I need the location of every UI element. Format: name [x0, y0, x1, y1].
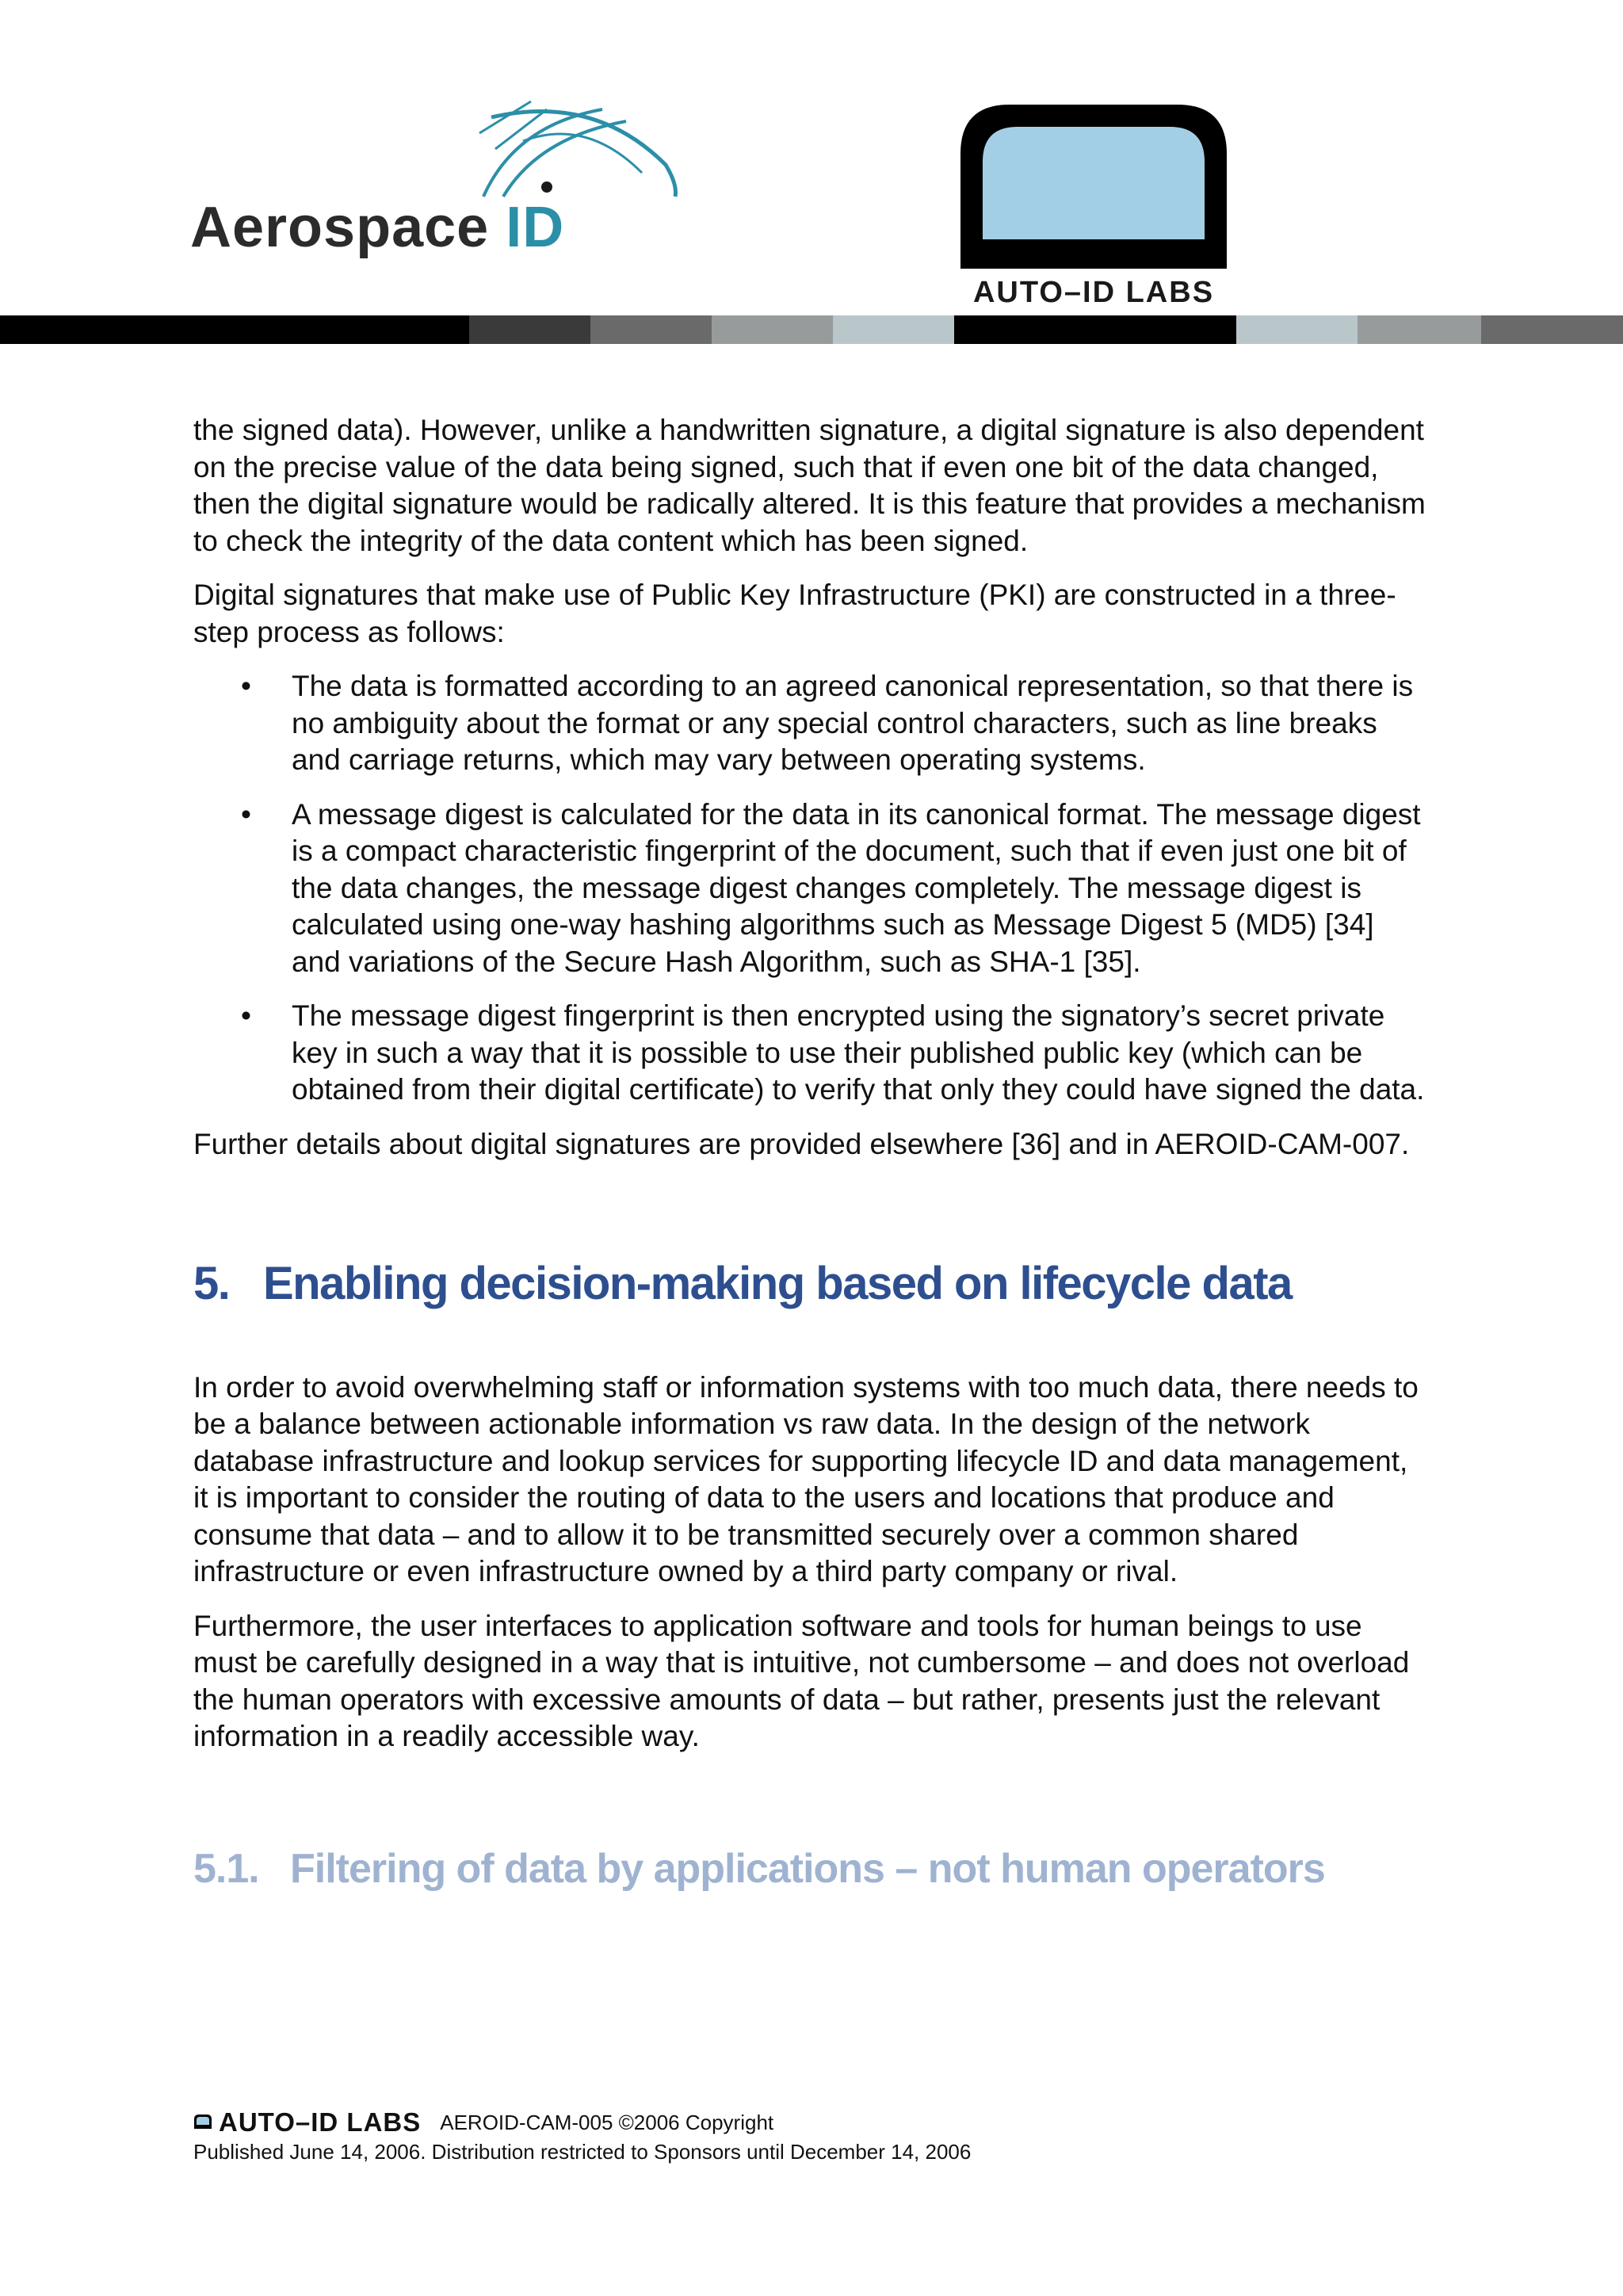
- aerospace-wordmark: Aerospace ID: [190, 196, 565, 259]
- header-stripe: [590, 315, 712, 344]
- paragraph: the signed data). However, unlike a handwritten signature, a digital signature is also dependent on the precise value of the data being signed, such that if even one bit of the data changed, then the digital signature would be radically altered. It is this feature that provides a mechanism to check the integrity of the data content which has been signed.: [193, 414, 1426, 557]
- header-stripe: [1481, 315, 1623, 344]
- header-stripe: [833, 315, 954, 344]
- window-logo-icon: [954, 98, 1233, 306]
- bullet-item: [193, 797, 1430, 981]
- window-logo-icon: [193, 2114, 212, 2131]
- document-body: [193, 412, 1430, 1892]
- bullet-text: A message digest is calculated for the data in its canonical format. The message digest is a compact characteristic fingerprint of the document, such that if even just one bit of the data changes, the message digest changes completely. The message digest is calculated using one-way hashing algorithms such as Message Digest 5 (MD5) [34] and variations of the Secure Hash Algorithm, such as SHA-1 [35].: [292, 797, 1421, 978]
- section-heading: [193, 1258, 1430, 1309]
- subsection-heading: [193, 1845, 1430, 1892]
- header-stripe: [469, 315, 590, 344]
- bullet-text: The message digest fingerprint is then encrypted using the signatory’s secret private key in such a way that it is possible to use their published public key (which can be obtained from their digital certificate) to verify that only they could have signed the data.: [292, 999, 1425, 1106]
- subsection-title: Filtering of data by applications – not human operators: [290, 1845, 1325, 1892]
- header-stripe: [1358, 315, 1481, 344]
- aerospace-id-logo: [190, 94, 602, 268]
- subsection-number: 5.1.: [193, 1845, 259, 1892]
- footer-published: Published June 14, 2006. Distribution restricted to Sponsors until December 14, 2006: [193, 2140, 972, 2164]
- bullet-icon: •: [241, 797, 251, 831]
- header-stripe: [954, 315, 1236, 344]
- paragraph: Further details about digital signatures are provided elsewhere [36] and in AEROID-CAM-007.: [193, 1127, 1410, 1160]
- page-header: [0, 0, 1623, 349]
- footer-logo-text: AUTO–ID LABS: [219, 2107, 422, 2137]
- header-stripe: [0, 315, 469, 344]
- header-stripe: [1236, 315, 1358, 344]
- auto-id-labs-logo: [951, 94, 1236, 315]
- bullet-item: [193, 668, 1430, 779]
- bullet-item: [193, 998, 1430, 1109]
- paragraph: Furthermore, the user interfaces to application software and tools for human beings to use must be carefully designed in a way that is intuitive, not cumbersome – and does not overload the human operators with excessive amounts of data – but rather, presents just the relevant information in a readily accessible way.: [193, 1609, 1410, 1752]
- bullet-text: The data is formatted according to an agreed canonical representation, so that there is no ambiguity about the format or any special control characters, such as line breaks and carriage returns, which may vary between operating systems.: [292, 670, 1414, 776]
- bullet-icon: •: [241, 670, 251, 702]
- bullet-icon: •: [241, 999, 251, 1032]
- section-title: Enabling decision-making based on lifecycle data: [263, 1258, 1292, 1309]
- paragraph: In order to avoid overwhelming staff or information systems with too much data, there needs to be a balance between actionable information vs raw data. In the design of the network database infrastructure and lookup services for supporting lifecycle ID and data management, it is important to consider the routing of data to the users and locations that produce and consume that data – and to allow it to be transmitted securely over a common shared infrastructure or even infrastructure owned by a third party company or rival.: [193, 1370, 1419, 1587]
- auto-id-labs-text: AUTO–ID LABS: [972, 276, 1215, 309]
- page-footer: [193, 2107, 1382, 2164]
- paragraph: Digital signatures that make use of Public Key Infrastructure (PKI) are constructed in a three-step process as follows:: [193, 579, 1396, 648]
- footer-line: [193, 2107, 1382, 2138]
- footer-doc-id: AEROID-CAM-005 ©2006 Copyright: [440, 2110, 774, 2134]
- section-number: 5.: [193, 1258, 230, 1309]
- header-stripe: [712, 315, 833, 344]
- bullet-list: [193, 668, 1430, 1109]
